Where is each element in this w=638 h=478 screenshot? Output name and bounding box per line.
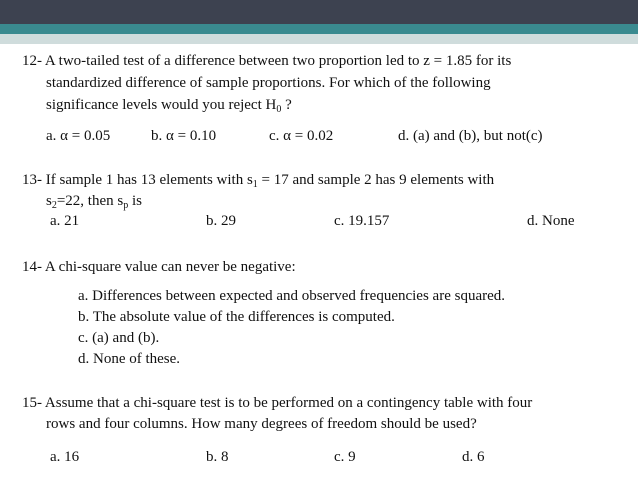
- q13-s1-subscript: 1: [252, 179, 258, 190]
- q13-sp-subscript: p: [123, 200, 129, 211]
- q15-option-b: b. 8: [206, 449, 229, 465]
- q15-option-d: d. 6: [462, 449, 485, 465]
- q13-option-a: a. 21: [50, 213, 80, 229]
- q12-option-d: d. (a) and (b), but not(c): [398, 128, 543, 144]
- q15-line1: 15- Assume that a chi-square test is to be performed on a contingency table with four: [22, 395, 533, 411]
- q13-option-c: c. 19.157: [334, 213, 390, 229]
- q15-option-c: c. 9: [334, 449, 356, 465]
- q14-option-a: a. Differences between expected and observed frequencies are squared.: [78, 288, 506, 304]
- q13-line2-s: s: [46, 193, 52, 209]
- q13-line1-suffix: = 17 and sample 2 has 9 elements with: [257, 172, 495, 188]
- q13-line2-mid: =22, then s: [56, 193, 124, 209]
- q13-line2-suffix: is: [128, 193, 142, 209]
- q12-h0-subscript: 0: [276, 104, 282, 115]
- q15-line2: rows and four columns. How many degrees of freedom should be used?: [46, 416, 477, 432]
- q12-option-a: a. α = 0.05: [46, 128, 111, 144]
- q14-option-c: c. (a) and (b).: [78, 330, 160, 346]
- q13-s2-subscript: 2: [51, 200, 57, 211]
- q13-option-b: b. 29: [206, 213, 236, 229]
- q13-option-d: d. None: [527, 213, 575, 229]
- q12-line3: [46, 96, 292, 115]
- q14-option-b: b. The absolute value of the differences is computed.: [78, 309, 395, 325]
- q12-option-b: b. α = 0.10: [151, 128, 217, 144]
- q12-line3-prefix: significance levels would you reject H: [46, 97, 277, 113]
- q12-line1: 12- A two-tailed test of a difference between two proportion led to z = 1.85 for its: [22, 53, 512, 69]
- q13-line1-prefix: 13- If sample 1 has 13 elements with s: [22, 172, 253, 188]
- q12-line3-suffix: ?: [281, 97, 292, 113]
- q13-line2: [46, 192, 142, 211]
- q12-option-c: c. α = 0.02: [269, 128, 334, 144]
- q14-option-d: d. None of these.: [78, 351, 181, 367]
- q15-option-a: a. 16: [50, 449, 80, 465]
- q13-line1: [22, 171, 494, 190]
- q12-line2: standardized difference of sample proportions. For which of the following: [46, 75, 491, 91]
- q14-line1: 14- A chi-square value can never be negative:: [22, 259, 296, 275]
